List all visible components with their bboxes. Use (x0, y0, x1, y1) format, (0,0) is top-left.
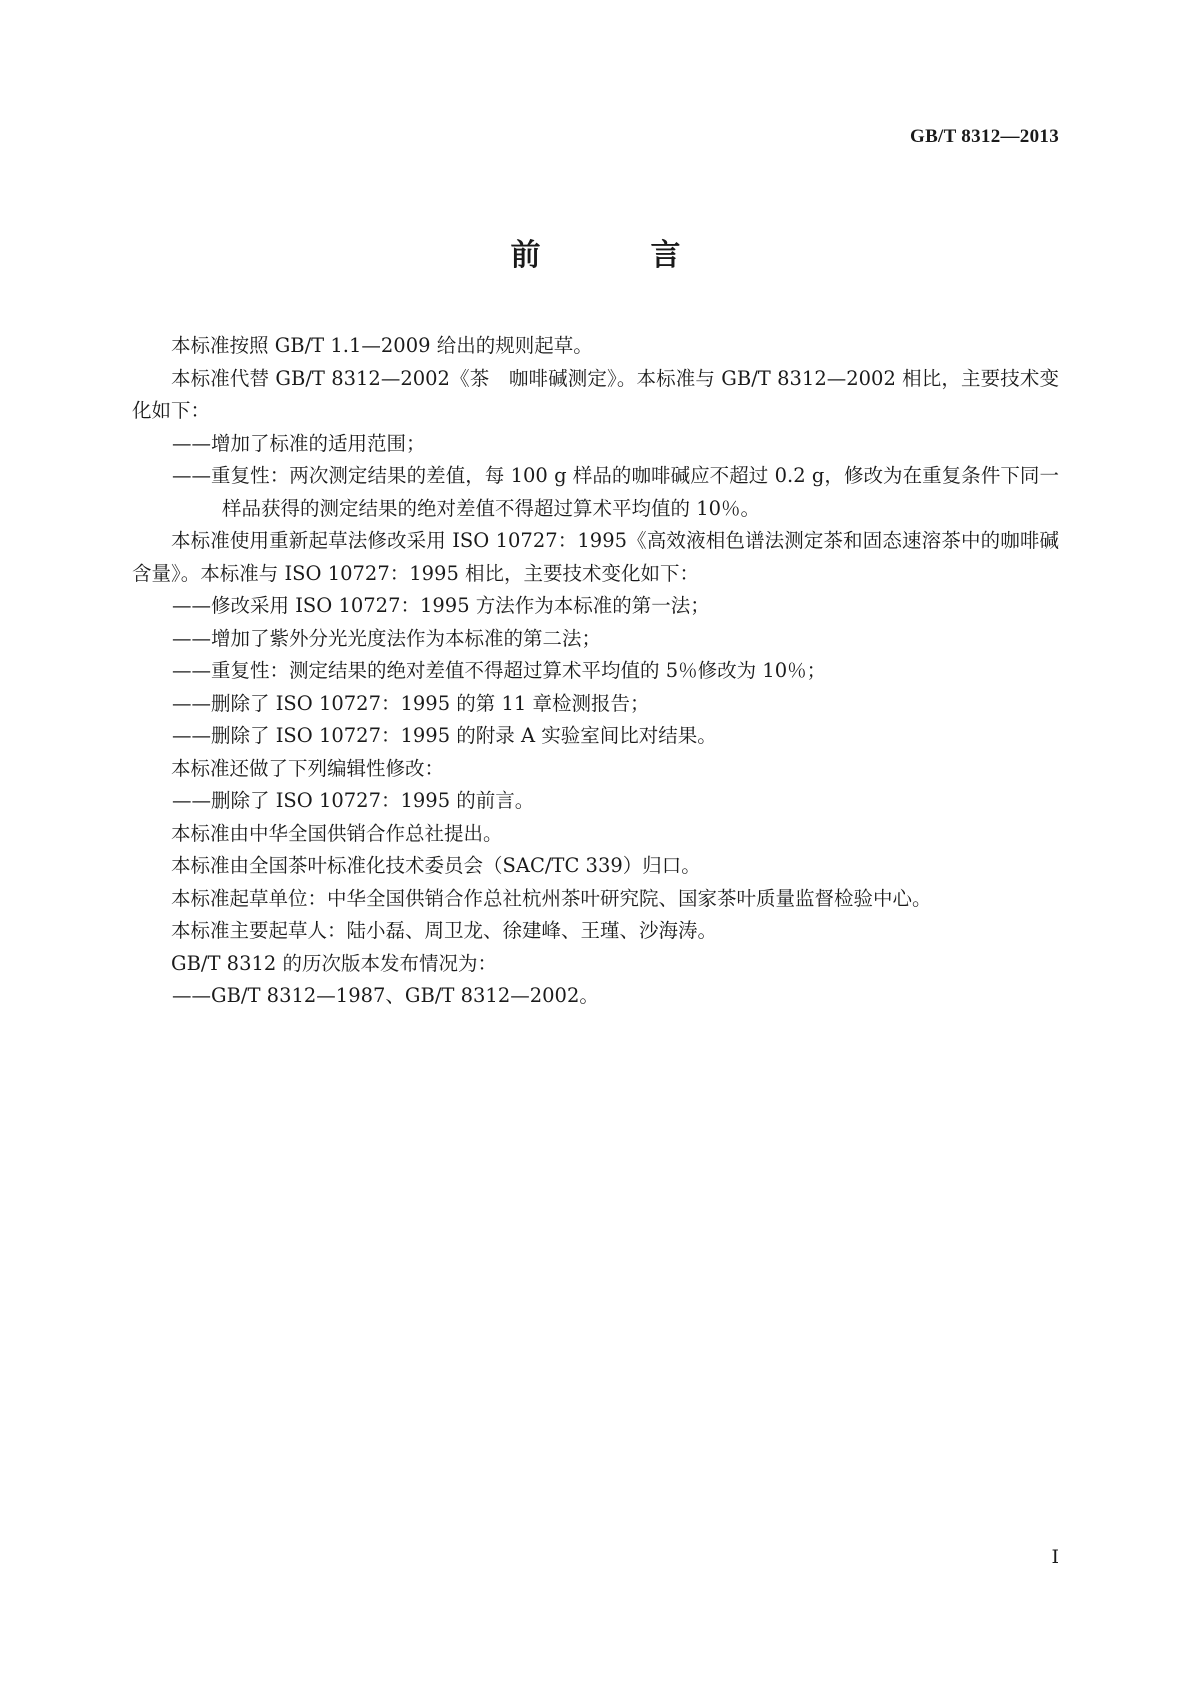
list-item: ——增加了紫外分光光度法作为本标准的第二法； (172, 626, 602, 650)
list-item: ——增加了标准的适用范围； (172, 431, 426, 455)
list-item: ——重复性：测定结果的绝对差值不得超过算术平均值的 5％修改为 10％； (172, 659, 827, 682)
paragraph: GB/T 8312 的历次版本发布情况为： (171, 951, 498, 975)
list-item: ——删除了 ISO 10727：1995 的第 11 章检测报告； (172, 691, 650, 715)
paragraph: 本标准代替 GB/T 8312—2002《茶 咖啡碱测定》。本标准与 GB/T 8312—2002 相比，主要技术变化如下： (132, 366, 1059, 422)
paragraph: 本标准按照 GB/T 1.1—2009 给出的规则起草。 (171, 334, 593, 357)
list-item: ——删除了 ISO 10727：1995 的附录 A 实验室间比对结果。 (172, 724, 717, 747)
paragraph: 本标准使用重新起草法修改采用 ISO 10727：1995《高效液相色谱法测定茶和固态速溶茶中的咖啡碱含量》。本标准与 ISO 10727：1995 相比，主要技术变化如下： (132, 529, 1059, 585)
list-item: ——重复性：两次测定结果的差值，每 100 g 样品的咖啡碱应不超过 0.2 g，修改为在重复条件下同一样品获得的测定结果的绝对差值不得超过算术平均值的 10％。 (172, 464, 1059, 520)
paragraph: 本标准起草单位：中华全国供销合作总社杭州茶叶研究院、国家茶叶质量监督检验中心。 (171, 886, 932, 910)
list-item: ——修改采用 ISO 10727：1995 方法作为本标准的第一法； (172, 594, 710, 617)
page-number: I (1051, 1546, 1059, 1568)
preface-body (132, 330, 1059, 1013)
list-item: ——GB/T 8312—1987、GB/T 8312—2002。 (172, 984, 599, 1007)
list-item: ——删除了 ISO 10727：1995 的前言。 (172, 789, 535, 812)
paragraph: 本标准主要起草人：陆小磊、周卫龙、徐建峰、王瑾、沙海涛。 (171, 919, 718, 942)
paragraph: 本标准由中华全国供销合作总社提出。 (171, 821, 503, 845)
paragraph: 本标准还做了下列编辑性修改： (171, 756, 445, 780)
paragraph: 本标准由全国茶叶标准化技术委员会（SAC/TC 339）归口。 (171, 854, 701, 877)
standard-code: GB/T 8312—2013 (909, 126, 1059, 147)
page-title: 前 言 (510, 238, 721, 273)
